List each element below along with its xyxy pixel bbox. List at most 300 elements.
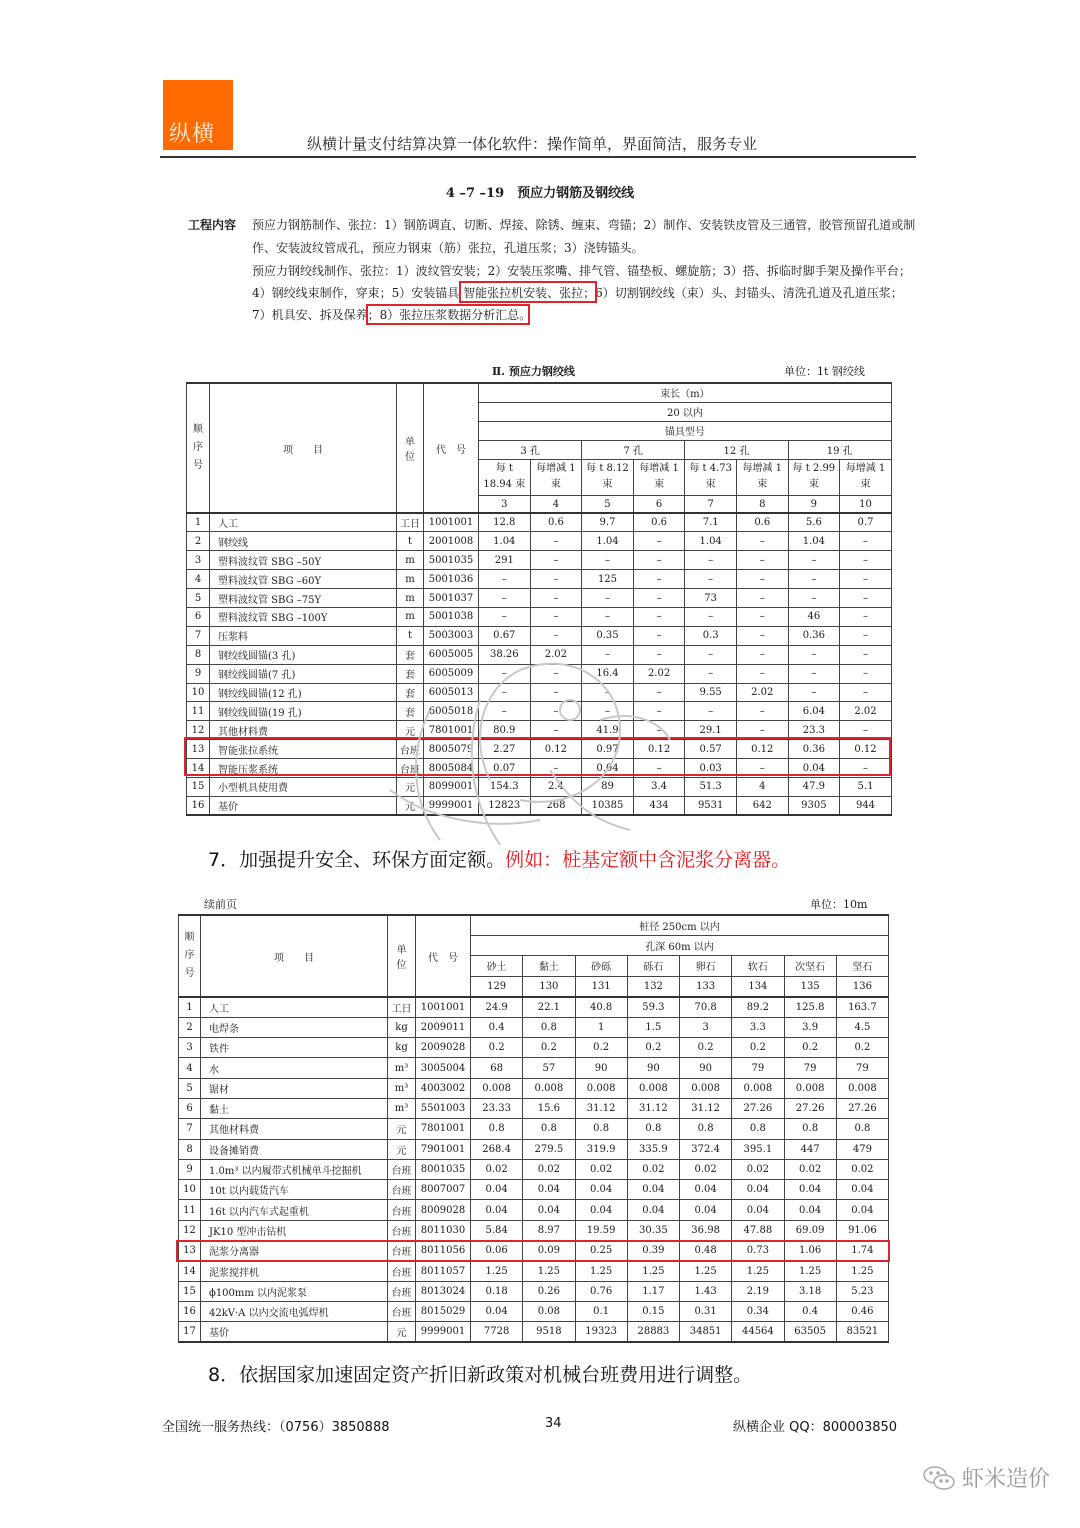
row-number: 16: [179, 1301, 201, 1321]
row-item-name: 钢绞线圆锚(12 孔): [210, 683, 397, 702]
row-value: 0.31: [680, 1301, 732, 1321]
row-value: 1.17: [627, 1281, 679, 1301]
row-code: 8013024: [416, 1281, 471, 1301]
row-unit: 工日: [397, 513, 424, 532]
header-sub-8: 每增减 1 束: [840, 459, 892, 495]
row-value: 0.18: [471, 1281, 523, 1301]
point-7: [208, 845, 790, 872]
row-value: 0.04: [471, 1301, 523, 1321]
row-number: 7: [179, 1119, 201, 1139]
row-value: 0.09: [523, 1241, 575, 1261]
row-value: –: [788, 589, 840, 608]
row-value: 0.34: [732, 1301, 784, 1321]
header-col-number: 133: [680, 976, 732, 997]
row-code: 6005018: [424, 702, 479, 721]
header-sub-3: 每 t 8.12 束: [582, 459, 634, 495]
row-value: 0.04: [732, 1180, 784, 1200]
row-value: –: [530, 759, 582, 778]
row-item-name: 钢绞线圆锚(3 孔): [210, 645, 397, 664]
row-value: –: [530, 570, 582, 589]
row-value: –: [840, 759, 892, 778]
row-value: –: [530, 664, 582, 683]
row-value: 5.84: [471, 1220, 523, 1240]
table-row: [187, 532, 892, 551]
row-value: 47.88: [732, 1220, 784, 1240]
table-row: [187, 607, 892, 626]
row-unit: t: [397, 532, 424, 551]
row-number: 6: [179, 1098, 201, 1118]
header-soil-6: 软石: [732, 955, 784, 976]
row-value: –: [840, 664, 892, 683]
row-value: –: [582, 683, 634, 702]
row-value: 16.4: [582, 664, 634, 683]
row-value: –: [685, 570, 737, 589]
header-sub-5: 每 t 4.73 束: [685, 459, 737, 495]
table1-caption: Ⅱ. 预应力钢绞线: [492, 365, 575, 378]
header-item: 项 目: [210, 383, 397, 513]
row-value: –: [633, 570, 685, 589]
row-value: 44564: [732, 1322, 784, 1342]
row-value: –: [840, 721, 892, 740]
header-soil-4: 砾石: [627, 955, 679, 976]
row-value: 36.98: [680, 1220, 732, 1240]
row-value: 68: [471, 1058, 523, 1078]
row-value: –: [479, 683, 531, 702]
row-number: 13: [179, 1241, 201, 1261]
row-value: 12823: [479, 796, 531, 815]
row-number: 17: [179, 1322, 201, 1342]
row-value: 2.02: [736, 683, 788, 702]
table-pile-foundation: [178, 914, 889, 1343]
row-value: 2.4: [530, 777, 582, 796]
row-unit: 台班: [388, 1200, 416, 1220]
header-soil-8: 坚石: [836, 955, 888, 976]
row-value: 0.008: [575, 1078, 627, 1098]
row-value: 0.8: [836, 1119, 888, 1139]
row-value: –: [582, 589, 634, 608]
row-value: 0.02: [784, 1159, 836, 1179]
row-value: 0.008: [627, 1078, 679, 1098]
row-value: –: [736, 551, 788, 570]
row-value: 28883: [627, 1322, 679, 1342]
row-value: 63505: [784, 1322, 836, 1342]
row-value: –: [582, 702, 634, 721]
table-row: [187, 626, 892, 645]
row-value: –: [479, 607, 531, 626]
row-value: 4: [736, 777, 788, 796]
row-value: 0.04: [575, 1200, 627, 1220]
row-value: –: [788, 664, 840, 683]
row-item-name: 人工: [201, 997, 388, 1017]
row-number: 13: [187, 740, 210, 759]
row-value: 0.04: [471, 1200, 523, 1220]
row-value: 1.25: [784, 1261, 836, 1281]
row-unit: 台班: [388, 1301, 416, 1321]
header-col-number: 129: [471, 976, 523, 997]
row-value: 0.48: [680, 1241, 732, 1261]
row-value: 0.2: [575, 1038, 627, 1058]
header-col-number: 3: [479, 495, 531, 513]
row-number: 4: [187, 570, 210, 589]
row-value: 1.25: [471, 1261, 523, 1281]
table-row: [179, 1119, 889, 1139]
row-number: 14: [187, 759, 210, 778]
header-soil-1: 砂土: [471, 955, 523, 976]
row-value: –: [736, 759, 788, 778]
row-value: –: [788, 645, 840, 664]
footer-hotline: 全国统一服务热线：（0756）3850888: [162, 1420, 390, 1435]
row-value: 57: [523, 1058, 575, 1078]
row-unit: kg: [388, 1038, 416, 1058]
row-value: 0.008: [523, 1078, 575, 1098]
row-value: –: [788, 683, 840, 702]
row-unit: m³: [388, 1098, 416, 1118]
row-value: 40.8: [575, 997, 627, 1017]
row-value: 0.04: [523, 1180, 575, 1200]
row-code: 7801001: [424, 721, 479, 740]
row-code: 8011057: [416, 1261, 471, 1281]
row-item-name: 水: [201, 1058, 388, 1078]
row-value: 0.8: [627, 1119, 679, 1139]
row-value: 944: [840, 796, 892, 815]
row-item-name: 基价: [210, 796, 397, 815]
row-item-name: ϕ100mm 以内泥浆泵: [201, 1281, 388, 1301]
row-code: 8001035: [416, 1159, 471, 1179]
row-value: 31.12: [680, 1098, 732, 1118]
row-value: 12.8: [479, 513, 531, 532]
header-slogan: 纵横计量支付结算决算一体化软件：操作简单，界面简洁，服务专业: [307, 135, 758, 153]
watermark-text: 虾米造价: [961, 1467, 1050, 1492]
row-value: –: [685, 664, 737, 683]
row-value: –: [633, 607, 685, 626]
row-item-name: 其他材料费: [201, 1119, 388, 1139]
row-value: –: [840, 589, 892, 608]
row-value: 2.02: [633, 664, 685, 683]
row-value: –: [736, 570, 788, 589]
row-value: 0.008: [732, 1078, 784, 1098]
row-number: 15: [179, 1281, 201, 1301]
row-value: 1.25: [732, 1261, 784, 1281]
header-divider: [160, 156, 916, 158]
row-value: 46: [788, 607, 840, 626]
row-value: –: [736, 607, 788, 626]
row-value: 0.76: [575, 1281, 627, 1301]
row-unit: m³: [388, 1058, 416, 1078]
row-code: 9999001: [416, 1322, 471, 1342]
row-value: 73: [685, 589, 737, 608]
row-unit: 元: [388, 1119, 416, 1139]
row-value: 0.8: [471, 1119, 523, 1139]
row-value: 59.3: [627, 997, 679, 1017]
row-item-name: 设备摊销费: [201, 1139, 388, 1159]
row-value: 3.3: [732, 1017, 784, 1037]
header-col-number: 135: [784, 976, 836, 997]
row-number: 8: [179, 1139, 201, 1159]
highlight-smart-tension: 智能张拉机安装、张拉；: [463, 286, 596, 300]
row-item-name: 人工: [210, 513, 397, 532]
table-row: [179, 1200, 889, 1220]
row-value: 0.008: [784, 1078, 836, 1098]
row-value: 0.04: [582, 759, 634, 778]
row-value: 31.12: [627, 1098, 679, 1118]
row-number: 1: [179, 997, 201, 1017]
row-value: 0.3: [685, 626, 737, 645]
row-value: 0.1: [575, 1301, 627, 1321]
row-value: –: [633, 721, 685, 740]
row-code: 6005005: [424, 645, 479, 664]
row-value: –: [633, 589, 685, 608]
row-unit: 元: [388, 1139, 416, 1159]
row-value: 29.1: [685, 721, 737, 740]
header-group-3: 3 孔: [479, 440, 582, 459]
row-unit: t: [397, 626, 424, 645]
row-value: –: [685, 607, 737, 626]
table-row: [179, 1220, 889, 1240]
row-value: 38.26: [479, 645, 531, 664]
row-item-name: 塑料波纹管 SBG –100Y: [210, 607, 397, 626]
header-col-number: 136: [836, 976, 888, 997]
row-value: 0.04: [471, 1180, 523, 1200]
work-line-1: 预应力钢筋制作、张拉：1）钢筋调直、切断、焊接、除锈、缠束、弯锚；2）制作、安装铁皮管及三通管，胶管预留孔道或制: [252, 218, 916, 232]
row-code: 8009028: [416, 1200, 471, 1220]
row-value: 0.2: [680, 1038, 732, 1058]
point-8: 8．依据国家加速固定资产折旧新政策对机械台班费用进行调整。: [208, 1364, 753, 1386]
header-depth: 孔深 60m 以内: [471, 935, 889, 955]
row-value: 0.6: [736, 513, 788, 532]
row-value: 1.25: [627, 1261, 679, 1281]
row-code: 5001035: [424, 551, 479, 570]
row-value: –: [633, 626, 685, 645]
row-item-name: 泥浆搅拌机: [201, 1261, 388, 1281]
row-code: 5501003: [416, 1098, 471, 1118]
row-value: 4.5: [836, 1017, 888, 1037]
row-number: 7: [187, 626, 210, 645]
row-value: 79: [732, 1058, 784, 1078]
row-value: –: [479, 702, 531, 721]
row-value: –: [633, 645, 685, 664]
header-soil-2: 黏土: [523, 955, 575, 976]
row-value: 291: [479, 551, 531, 570]
header-seq: 顺序号: [179, 915, 201, 997]
row-unit: 台班: [397, 759, 424, 778]
header-col-number: 10: [840, 495, 892, 513]
row-unit: 元: [397, 777, 424, 796]
row-value: 0.73: [732, 1241, 784, 1261]
header-col-number: 9: [788, 495, 840, 513]
row-value: 0.02: [836, 1159, 888, 1179]
row-code: 8005079: [424, 740, 479, 759]
row-value: 5.1: [840, 777, 892, 796]
table-row: [179, 1078, 889, 1098]
row-value: –: [633, 759, 685, 778]
row-item-name: 16t 以内汽车式起重机: [201, 1200, 388, 1220]
row-value: 0.4: [471, 1017, 523, 1037]
row-value: 0.36: [788, 740, 840, 759]
work-line-4-a: 4）钢绞线束制作，穿束；5）安装锚具: [252, 286, 464, 300]
row-item-name: 10t 以内载货汽车: [201, 1180, 388, 1200]
row-value: 335.9: [627, 1139, 679, 1159]
row-value: 372.4: [680, 1139, 732, 1159]
wechat-icon: [922, 1464, 956, 1492]
row-value: 15.6: [523, 1098, 575, 1118]
row-value: –: [736, 645, 788, 664]
row-value: –: [685, 551, 737, 570]
highlight-data-analysis: 8）张拉压浆数据分析汇总。: [379, 308, 532, 322]
row-item-name: 基价: [201, 1322, 388, 1342]
row-value: 0.2: [627, 1038, 679, 1058]
header-col-number: 130: [523, 976, 575, 997]
row-value: –: [530, 721, 582, 740]
row-value: –: [685, 645, 737, 664]
row-value: –: [840, 683, 892, 702]
row-number: 4: [179, 1058, 201, 1078]
row-value: 279.5: [523, 1139, 575, 1159]
row-unit: 台班: [388, 1261, 416, 1281]
row-value: –: [840, 645, 892, 664]
row-item-name: 42kV·A 以内交流电弧焊机: [201, 1301, 388, 1321]
row-code: 7801001: [416, 1119, 471, 1139]
row-value: 19.59: [575, 1220, 627, 1240]
row-number: 3: [179, 1038, 201, 1058]
row-value: 0.12: [736, 740, 788, 759]
row-value: 125: [582, 570, 634, 589]
row-item-name: JK10 型冲击钻机: [201, 1220, 388, 1240]
header-col-number: 8: [736, 495, 788, 513]
header-group-7: 7 孔: [582, 440, 685, 459]
row-code: 8015029: [416, 1301, 471, 1321]
row-value: –: [633, 532, 685, 551]
work-line-5-a: 7）机具安、拆及保养；: [252, 308, 380, 322]
row-item-name: 小型机具使用费: [210, 777, 397, 796]
row-value: –: [736, 664, 788, 683]
row-value: –: [479, 664, 531, 683]
row-value: 0.39: [627, 1241, 679, 1261]
row-value: 0.06: [471, 1241, 523, 1261]
header-soil-5: 卵石: [680, 955, 732, 976]
row-value: 9305: [788, 796, 840, 815]
row-number: 11: [187, 702, 210, 721]
row-value: 395.1: [732, 1139, 784, 1159]
row-number: 9: [179, 1159, 201, 1179]
row-code: 2009028: [416, 1038, 471, 1058]
row-value: –: [736, 589, 788, 608]
row-value: 0.8: [784, 1119, 836, 1139]
row-unit: 套: [397, 664, 424, 683]
header-code: 代 号: [416, 915, 471, 997]
row-value: –: [582, 645, 634, 664]
row-item-name: 锯材: [201, 1078, 388, 1098]
row-value: 0.02: [680, 1159, 732, 1179]
row-value: 8.97: [523, 1220, 575, 1240]
row-value: 0.36: [788, 626, 840, 645]
row-value: 51.3: [685, 777, 737, 796]
row-value: 1.25: [523, 1261, 575, 1281]
row-value: –: [736, 532, 788, 551]
row-unit: m: [397, 589, 424, 608]
row-value: 79: [836, 1058, 888, 1078]
row-value: 7.1: [685, 513, 737, 532]
row-code: 5003003: [424, 626, 479, 645]
row-value: –: [736, 702, 788, 721]
row-value: –: [840, 551, 892, 570]
header-seq: 顺序号: [187, 383, 210, 513]
row-value: 268: [530, 796, 582, 815]
header-item: 项 目: [201, 915, 388, 997]
row-unit: 台班: [388, 1180, 416, 1200]
table-row: [179, 1281, 889, 1301]
row-item-name: 智能张拉系统: [210, 740, 397, 759]
row-value: 0.04: [680, 1180, 732, 1200]
row-unit: 台班: [397, 740, 424, 759]
row-code: 5001037: [424, 589, 479, 608]
table-row: [187, 570, 892, 589]
header-soil-7: 次坚石: [784, 955, 836, 976]
row-value: –: [530, 607, 582, 626]
header-code: 代 号: [424, 383, 479, 513]
row-code: 8099001: [424, 777, 479, 796]
row-value: 0.04: [627, 1200, 679, 1220]
row-value: 27.26: [836, 1098, 888, 1118]
row-value: 0.008: [836, 1078, 888, 1098]
row-value: –: [633, 551, 685, 570]
row-value: 2.27: [479, 740, 531, 759]
table2-caption: 续前页: [204, 898, 237, 911]
row-value: –: [530, 626, 582, 645]
row-value: 1.04: [788, 532, 840, 551]
table-row: [179, 1098, 889, 1118]
row-item-name: 铁件: [201, 1038, 388, 1058]
row-item-name: 电焊条: [201, 1017, 388, 1037]
row-value: 0.2: [784, 1038, 836, 1058]
row-value: 2.02: [530, 645, 582, 664]
wechat-watermark: [922, 1462, 1050, 1493]
row-value: 0.04: [523, 1200, 575, 1220]
row-code: 7901001: [416, 1139, 471, 1159]
row-value: 154.3: [479, 777, 531, 796]
header-anchor: 锚具型号: [479, 421, 892, 440]
row-code: 2009011: [416, 1017, 471, 1037]
row-value: 1.04: [479, 532, 531, 551]
row-value: 5.6: [788, 513, 840, 532]
row-number: 2: [187, 532, 210, 551]
table-row: [179, 1261, 889, 1281]
row-unit: 元: [397, 796, 424, 815]
row-value: –: [736, 626, 788, 645]
row-value: –: [788, 551, 840, 570]
row-value: 80.9: [479, 721, 531, 740]
row-value: 319.9: [575, 1139, 627, 1159]
row-value: 0.04: [732, 1200, 784, 1220]
row-value: 0.04: [836, 1180, 888, 1200]
row-value: 0.04: [788, 759, 840, 778]
table-row: [179, 1017, 889, 1037]
row-value: –: [582, 607, 634, 626]
row-unit: 套: [397, 683, 424, 702]
row-value: 89: [582, 777, 634, 796]
row-value: 268.4: [471, 1139, 523, 1159]
row-unit: 元: [388, 1322, 416, 1342]
row-value: 30.35: [627, 1220, 679, 1240]
row-unit: 台班: [388, 1220, 416, 1240]
row-value: 0.12: [530, 740, 582, 759]
row-code: 1001001: [424, 513, 479, 532]
row-value: 0.02: [627, 1159, 679, 1179]
row-value: 3.9: [784, 1017, 836, 1037]
row-value: 0.8: [732, 1119, 784, 1139]
row-value: 1.5: [627, 1017, 679, 1037]
row-value: 47.9: [788, 777, 840, 796]
table-row: [179, 1301, 889, 1321]
